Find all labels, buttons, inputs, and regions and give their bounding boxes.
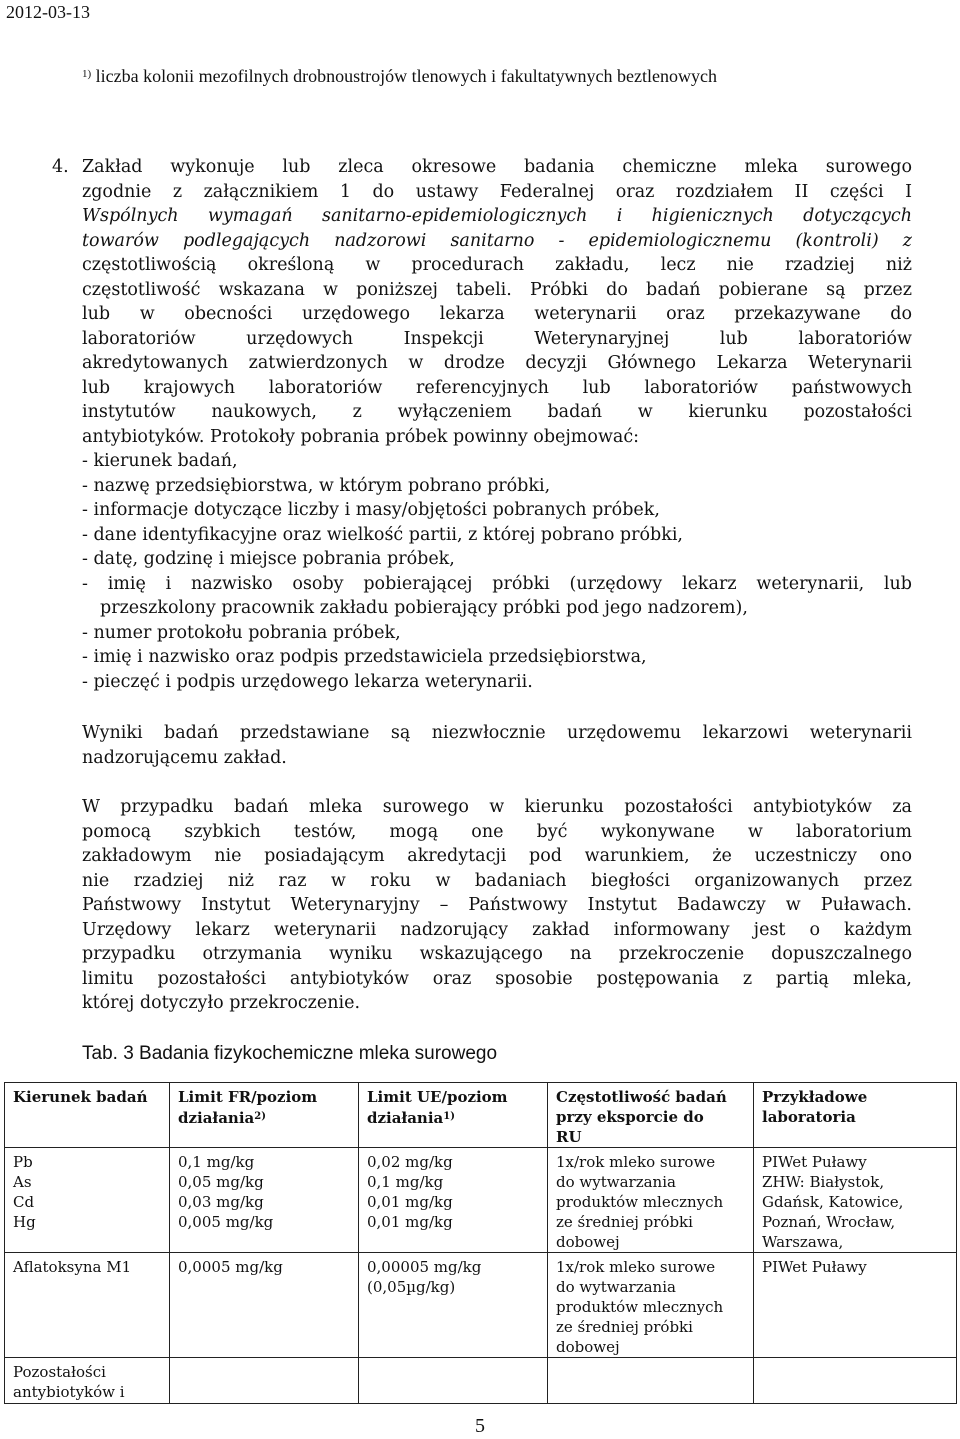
- list-item-continuation: przeszkolony pracownik zakładu pobierający próbki pod jego nadzorem),: [100, 598, 748, 618]
- header-footnote-marker: 1): [443, 1111, 455, 1122]
- cell-line: (0,05µg/kg): [367, 1278, 456, 1296]
- cell-line: produktów mlecznych: [556, 1193, 724, 1211]
- list-item: - datę, godzinę i miejsce pobrania próbek,: [82, 549, 455, 569]
- text-line: zakładowym nie posiadającym akredytacji pod warunkiem, że uczestniczy ono: [82, 846, 912, 866]
- text-line: W przypadku badań mleka surowego w kierunku pozostałości antybiotyków za: [82, 797, 912, 817]
- cell-line: Hg: [13, 1213, 36, 1231]
- list-item: - informacje dotyczące liczby i masy/objętości pobranych próbek,: [82, 500, 660, 520]
- list-item: - nazwę przedsiębiorstwa, w którym pobrano próbki,: [82, 475, 551, 496]
- footnote-text: liczba kolonii mezofilnych drobnoustrojów tlenowych i fakultatywnych beztlenowych: [95, 66, 718, 86]
- table-cell: [548, 1148, 754, 1253]
- footnote: [82, 66, 717, 87]
- header-cell-laboratories: [754, 1083, 957, 1148]
- antibiotics-paragraph: [82, 795, 912, 1016]
- cell-line: Gdańsk, Katowice,: [762, 1193, 904, 1211]
- cell-line: Pozostałości: [13, 1363, 106, 1381]
- text-line: której dotyczyło przekroczenie.: [82, 993, 361, 1013]
- cell-line: 0,005 mg/kg: [178, 1213, 274, 1231]
- list-item: - imię i nazwisko oraz podpis przedstawiciela przedsiębiorstwa,: [82, 647, 647, 667]
- table-cell: [754, 1358, 957, 1404]
- header-cell-test-direction: [5, 1083, 170, 1148]
- table-caption: Tab. 3 Badania fizykochemiczne mleka surowego: [82, 1043, 498, 1064]
- text-line: częstotliwością określoną w procedurach zakładu, lecz nie rzadziej niż: [82, 255, 912, 275]
- table-cell: [359, 1148, 548, 1253]
- text-line: lub w obecności urzędowego lekarza weterynarii oraz przekazywane do: [82, 304, 912, 324]
- cell-line: do wytwarzania: [556, 1278, 676, 1296]
- cell-line: 1x/rok mleko surowe: [556, 1258, 716, 1276]
- table-row-heavy-metals: [5, 1148, 957, 1253]
- cell-line: 0,01 mg/kg: [367, 1213, 453, 1231]
- table-cell: [5, 1358, 170, 1404]
- text-line: Wyniki badań przedstawiane są niezwłocznie urzędowemu lekarzowi weterynarii: [82, 723, 912, 743]
- document-date: 2012-03-13: [6, 2, 90, 22]
- cell-line: dobowej: [556, 1338, 620, 1356]
- header-line: RU: [556, 1128, 582, 1146]
- cell-line: Aflatoksyna M1: [13, 1258, 132, 1276]
- cell-line: 0,01 mg/kg: [367, 1193, 453, 1211]
- header-line: laboratoria: [762, 1108, 856, 1126]
- cell-line: antybiotyków i: [13, 1383, 125, 1401]
- list-item: - pieczęć i podpis urzędowego lekarza weterynarii.: [82, 671, 533, 692]
- table-row-antibiotics: [5, 1358, 957, 1404]
- text-line: instytutów naukowych, z wyłączeniem badań w kierunku pozostałości: [82, 402, 912, 422]
- cell-line: produktów mlecznych: [556, 1298, 724, 1316]
- header-text: działania: [178, 1109, 255, 1127]
- header-line: przy eksporcie do: [556, 1108, 704, 1126]
- header-line: Przykładowe: [762, 1088, 868, 1106]
- cell-line: do wytwarzania: [556, 1173, 676, 1191]
- text-line: nie rzadziej niż raz w roku w badaniach biegłości organizowanych przez: [82, 870, 912, 891]
- text-line: zgodnie z załącznikiem 1 do ustawy Federalnej oraz rozdziałem II części I: [82, 181, 912, 202]
- cell-line: Cd: [13, 1193, 35, 1211]
- cell-line: Warszawa,: [762, 1233, 844, 1251]
- table-header-row: [5, 1083, 957, 1148]
- list-item: - dane identyfikacyjne oraz wielkość partii, z której pobrano próbki,: [82, 524, 683, 545]
- table-cell: [548, 1253, 754, 1358]
- table-cell: [548, 1358, 754, 1404]
- cell-line: 0,03 mg/kg: [178, 1193, 264, 1211]
- table-cell: [754, 1253, 957, 1358]
- table-cell: [5, 1148, 170, 1253]
- text-line: antybiotyków. Protokoły pobrania próbek powinny obejmować:: [82, 426, 640, 447]
- cell-line: As: [13, 1173, 32, 1191]
- header-line: Kierunek badań: [13, 1088, 148, 1106]
- list-item: - numer protokołu pobrania próbek,: [82, 622, 401, 643]
- footnote-marker: 1): [82, 68, 92, 80]
- text-line: towarów podlegających nadzorowi sanitarno - epidemiologicznemu (kontroli) z: [82, 230, 912, 251]
- cell-line: 1x/rok mleko surowe: [556, 1153, 716, 1171]
- table-cell: [359, 1358, 548, 1404]
- text-line: nadzorującemu zakład.: [82, 747, 287, 768]
- header-line: Częstotliwość badań: [556, 1088, 727, 1106]
- cell-line: Poznań, Wrocław,: [762, 1213, 896, 1231]
- cell-line: ZHW: Białystok,: [762, 1173, 885, 1191]
- table-cell: [170, 1358, 359, 1404]
- cell-line: 0,0005 mg/kg: [178, 1258, 283, 1276]
- text-line: laboratoriów urzędowych Inspekcji Weterynaryjnej lub laboratoriów: [82, 328, 912, 349]
- text-line: Urzędowy lekarz weterynarii nadzorujący zakład informowany jest o każdym: [82, 919, 912, 940]
- cell-line: Pb: [13, 1153, 33, 1171]
- text-line: Zakład wykonuje lub zleca okresowe badania chemiczne mleka surowego: [82, 157, 912, 177]
- results-paragraph: [82, 721, 912, 770]
- cell-line: 0,05 mg/kg: [178, 1173, 264, 1191]
- list-item: - kierunek badań,: [82, 451, 238, 471]
- section-number: 4.: [52, 157, 69, 177]
- header-cell-limit-fr: [170, 1083, 359, 1148]
- header-line: [367, 1107, 541, 1128]
- cell-line: 0,1 mg/kg: [178, 1153, 255, 1171]
- physicochemical-tests-table: [4, 1082, 957, 1404]
- section-4-paragraph: [52, 155, 912, 694]
- cell-line: 0,1 mg/kg: [367, 1173, 444, 1191]
- text-line: lub krajowych laboratoriów referencyjnych lub laboratoriów państwowych: [82, 377, 912, 398]
- table-row-aflatoxin: [5, 1253, 957, 1358]
- header-text: działania: [367, 1109, 444, 1127]
- text-line: limitu pozostałości antybiotyków oraz sposobie postępowania z partią mleka,: [82, 968, 912, 989]
- text-line: Państwowy Instytut Weterynaryjny – Państwowy Instytut Badawczy w Puławach.: [82, 895, 912, 915]
- cell-line: dobowej: [556, 1233, 620, 1251]
- text-line: akredytowanych zatwierdzonych w drodze decyzji Głównego Lekarza Weterynarii: [82, 353, 912, 373]
- header-line: Limit FR/poziom: [178, 1088, 318, 1106]
- cell-line: ze średniej próbki: [556, 1318, 693, 1336]
- cell-line: 0,00005 mg/kg: [367, 1258, 482, 1276]
- table-cell: [170, 1253, 359, 1358]
- header-cell-frequency: [548, 1083, 754, 1148]
- table-cell: [170, 1148, 359, 1253]
- header-line: [178, 1107, 352, 1128]
- header-footnote-marker: 2): [254, 1111, 266, 1122]
- table-cell: [359, 1253, 548, 1358]
- cell-line: ze średniej próbki: [556, 1213, 693, 1231]
- cell-line: PIWet Puławy: [762, 1153, 867, 1171]
- cell-line: 0,02 mg/kg: [367, 1153, 453, 1171]
- text-line: przypadku otrzymania wyniku wskazującego na przekroczenie dopuszczalnego: [82, 944, 912, 964]
- text-line: częstotliwość wskazana w poniższej tabeli. Próbki do badań pobierane są przez: [82, 279, 912, 300]
- table-cell: [754, 1148, 957, 1253]
- list-item: - imię i nazwisko osoby pobierającej próbki (urzędowy lekarz weterynarii, lub: [82, 573, 912, 594]
- header-line: Limit UE/poziom: [367, 1088, 508, 1106]
- table-cell: [5, 1253, 170, 1358]
- text-line: Wspólnych wymagań sanitarno-epidemiologicznych i higienicznych dotyczących: [82, 206, 912, 226]
- cell-line: PIWet Puławy: [762, 1258, 867, 1276]
- text-line: pomocą szybkich testów, mogą one być wykonywane w laboratorium: [82, 821, 912, 842]
- header-cell-limit-ue: [359, 1083, 548, 1148]
- page-number: 5: [475, 1415, 485, 1437]
